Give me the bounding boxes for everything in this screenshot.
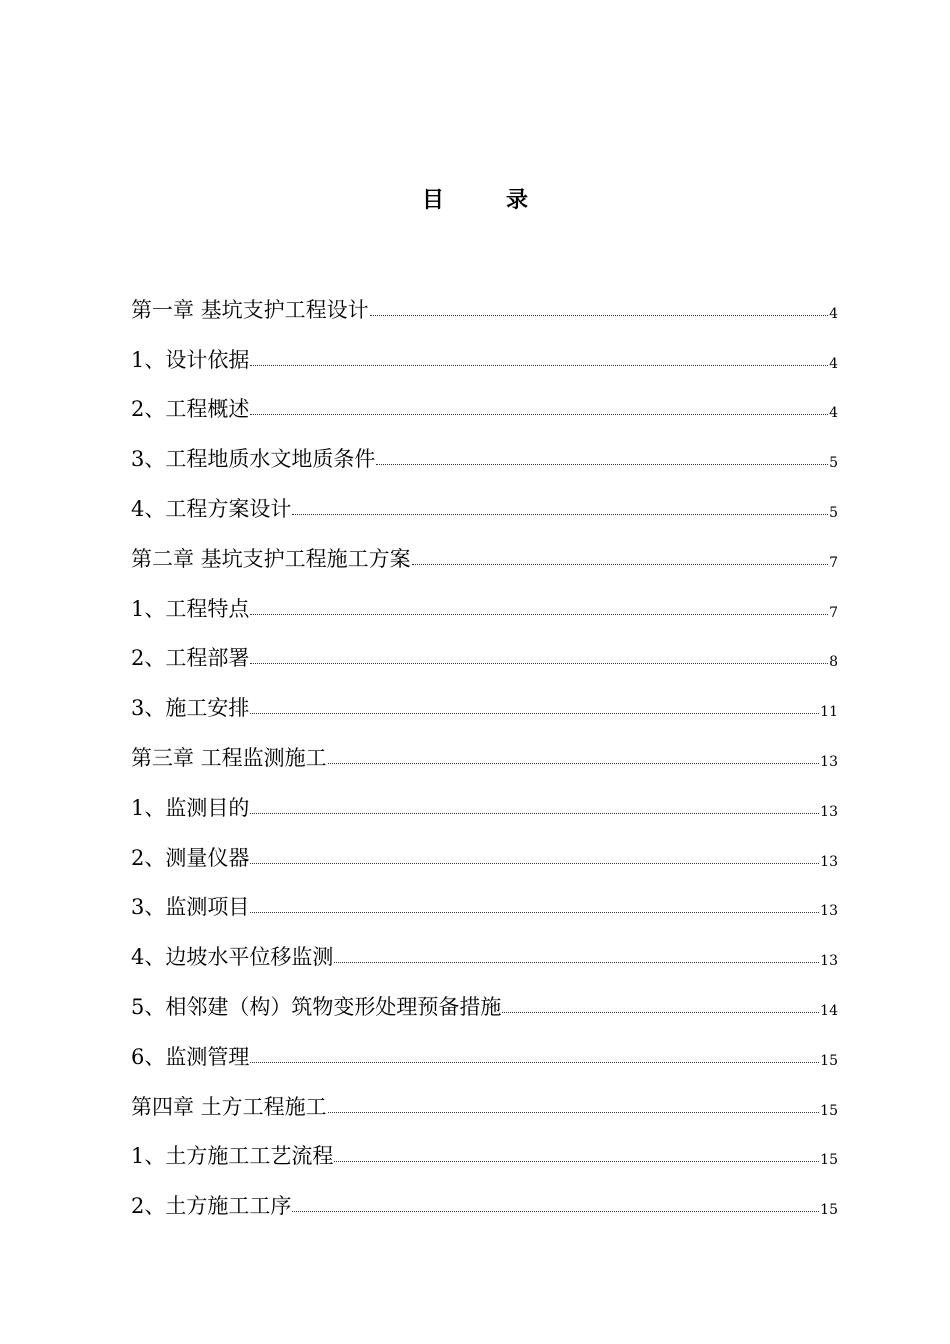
toc-entry-label: 第二章 基坑支护工程施工方案 (131, 546, 411, 571)
toc-entry-page: 11 (820, 704, 838, 721)
toc-entry[interactable] (131, 1027, 838, 1077)
toc-entry-label: 第三章 工程监测施工 (131, 745, 327, 770)
toc-entry-page: 4 (829, 405, 838, 422)
toc-entry-leader (328, 1111, 819, 1113)
toc-entry[interactable] (131, 1176, 838, 1226)
toc-entry[interactable] (131, 778, 838, 828)
toc-entry-label: 3、工程地质水文地质条件 (131, 447, 376, 472)
toc-entry[interactable] (131, 927, 838, 977)
toc-entry[interactable] (131, 429, 838, 479)
toc-entry-label: 2、土方施工工序 (131, 1194, 292, 1219)
toc-entry-label: 3、监测项目 (131, 895, 250, 920)
toc-entry-page: 14 (820, 1002, 838, 1019)
toc-entry-label: 第一章 基坑支护工程设计 (131, 297, 369, 322)
toc-entry[interactable] (131, 878, 838, 928)
toc-heading-char-2: 录 (506, 187, 529, 213)
toc-entry-leader (250, 712, 819, 714)
toc-entry-page: 13 (820, 953, 838, 970)
toc-entry[interactable] (131, 629, 838, 679)
toc-entry-page: 15 (820, 1152, 838, 1169)
toc-entry-leader (334, 1160, 819, 1162)
toc-entry-leader (250, 413, 828, 415)
toc-entry-leader (250, 662, 828, 664)
toc-entry-label: 5、相邻建（构）筑物变形处理预备措施 (131, 994, 502, 1019)
toc-list (131, 280, 838, 1226)
toc-entry-leader (370, 314, 828, 316)
toc-entry-label: 4、工程方案设计 (131, 496, 292, 521)
toc-entry[interactable] (131, 678, 838, 728)
toc-entry[interactable] (131, 828, 838, 878)
toc-entry-leader (250, 812, 819, 814)
toc-entry-leader (328, 762, 819, 764)
toc-entry-label: 1、土方施工工艺流程 (131, 1144, 334, 1169)
toc-entry[interactable] (131, 280, 838, 330)
toc-entry-leader (412, 563, 828, 565)
toc-entry-page: 5 (829, 455, 838, 472)
toc-entry-page: 15 (820, 1102, 838, 1119)
toc-entry-page: 7 (829, 554, 838, 571)
toc-entry-leader (376, 463, 828, 465)
toc-entry-page: 13 (820, 853, 838, 870)
toc-heading-char-1: 目 (421, 187, 444, 213)
toc-entry-label: 4、边坡水平位移监测 (131, 945, 334, 970)
toc-entry-label: 6、监测管理 (131, 1044, 250, 1069)
toc-entry-label: 1、监测目的 (131, 795, 250, 820)
toc-entry-label: 3、施工安排 (131, 696, 250, 721)
toc-entry[interactable] (131, 529, 838, 579)
toc-entry-page: 4 (829, 305, 838, 322)
toc-entry-page: 7 (829, 604, 838, 621)
toc-entry-leader (502, 1011, 819, 1013)
toc-entry-page: 13 (820, 753, 838, 770)
toc-entry-leader (292, 1210, 819, 1212)
toc-entry-page: 4 (829, 355, 838, 372)
toc-entry-label: 第四章 土方工程施工 (131, 1094, 327, 1119)
toc-entry-leader (292, 513, 828, 515)
toc-entry-label: 2、测量仪器 (131, 845, 250, 870)
toc-entry-label: 2、工程概述 (131, 397, 250, 422)
toc-entry-page: 15 (820, 1202, 838, 1219)
toc-entry-label: 1、工程特点 (131, 596, 250, 621)
toc-entry-page: 13 (820, 903, 838, 920)
toc-entry-leader (250, 1061, 819, 1063)
toc-entry-page: 8 (829, 654, 838, 671)
toc-heading (0, 182, 950, 218)
toc-entry-page: 5 (829, 504, 838, 521)
toc-entry-page: 15 (820, 1052, 838, 1069)
toc-entry[interactable] (131, 579, 838, 629)
toc-entry-leader (250, 613, 828, 615)
toc-entry-leader (334, 961, 819, 963)
toc-entry-label: 2、工程部署 (131, 646, 250, 671)
toc-entry[interactable] (131, 479, 838, 529)
toc-entry-page: 13 (820, 803, 838, 820)
toc-entry[interactable] (131, 380, 838, 430)
toc-entry[interactable] (131, 1127, 838, 1177)
toc-entry-leader (250, 862, 819, 864)
toc-entry[interactable] (131, 1077, 838, 1127)
toc-entry[interactable] (131, 728, 838, 778)
toc-entry-label: 1、设计依据 (131, 347, 250, 372)
toc-entry-leader (250, 911, 819, 913)
toc-entry[interactable] (131, 977, 838, 1027)
toc-entry[interactable] (131, 330, 838, 380)
toc-entry-leader (250, 364, 828, 366)
